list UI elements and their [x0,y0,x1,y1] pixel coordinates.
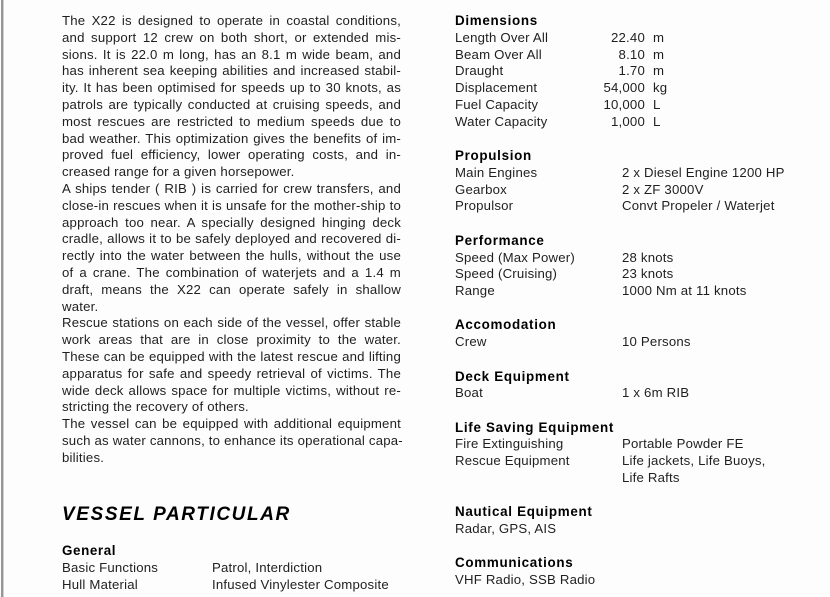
spec-label: Fuel Capacity [455,96,539,112]
spec-section [455,13,805,131]
section-title: Dimensions [455,13,538,28]
description-line: The vessel can be equipped with additional equipment [62,416,401,432]
vessel-particular-title: VESSEL PARTICULAR [62,503,291,525]
general-rows [62,559,401,594]
description-line: such as water cannons, to enhance its operational capa- [62,432,403,448]
description-line: cradle, allows it to be safely deployed and recovered di- [62,231,401,247]
spec-section [455,317,805,351]
section-title: Propulsion [455,148,532,164]
description-line: of a crane. The combination of waterjets and a 1.4 m [62,264,401,280]
description-line: patrols are typically conducted at cruising speeds, and [62,96,401,112]
spec-label: Main Engines [455,164,538,180]
spec-row [455,165,805,182]
description-line: close-in rescues when it is unsafe for the mother-ship to [62,197,401,213]
spec-label: Draught [455,63,504,79]
spec-row [455,114,805,131]
section-title: Communications [455,555,574,571]
section-title: Performance [455,232,545,248]
section-title: Accomodation [455,317,557,333]
spec-row [455,198,805,215]
description-line: has inherent sea keeping abilities and increased stabil- [62,63,401,79]
spec-label: Range [455,283,495,299]
spec-value: Portable Powder FE [622,436,744,452]
spec-value: Convt Propeler / Waterjet [622,198,775,214]
general-row [62,559,401,576]
description-line: These can be equipped with the latest rescue and lifting [62,348,401,364]
spec-label: Fire Extinguishing [455,436,564,452]
spec-section [455,233,805,300]
spec-row [455,334,805,351]
section-title: Deck Equipment [455,368,570,384]
description-line: A ships tender ( RIB ) is carried for crew transfers, and [62,180,401,196]
description-line: sions. It is 22.0 m long, has an 8.1 m wide beam, and [62,46,401,62]
description-line: proved fuel efficiency, lower operating costs, and in- [62,147,401,163]
spec-label: Displacement [455,80,538,96]
spec-value: 1 x 6m RIB [622,385,690,401]
spec-value: Patrol, Interdiction [212,559,323,575]
spec-row [455,80,805,97]
spec-value-number: 1,000 [610,113,645,129]
spec-label: Basic Functions [62,559,159,575]
description-line: bilities. [62,449,105,465]
spec-value-unit: L [653,96,661,112]
spec-label: Speed (Max Power) [455,249,575,265]
description-line: apparatus for safe and speedy retrieval of victims. The [62,365,401,381]
spec-value: 1000 Nm at 11 knots [622,283,747,299]
section-title: Nautical Equipment [455,504,593,520]
description-line: bad weather. This optimization gives the benefits of im- [62,130,401,146]
spec-value: 10 Persons [622,334,691,350]
spec-value-number: 10,000 [603,96,645,112]
spec-section [455,504,805,538]
spec-label: Hull Material [62,576,138,592]
spec-label: Boat [455,385,483,401]
spec-section [455,555,805,589]
spec-value-unit: m [653,63,665,79]
spec-value [622,453,805,487]
spec-value-unit: m [653,29,665,45]
section-title: Life Saving Equipment [455,419,615,435]
specifications-column [455,13,805,589]
spec-row [455,283,805,300]
spec-value-number: 8.10 [618,46,645,62]
spec-value: Infused Vinylester Composite [212,576,389,592]
spec-row [455,453,805,487]
spec-value-unit: m [653,46,665,62]
spec-value: 28 knots [622,249,674,265]
spec-row [455,182,805,199]
spec-value-line: Life Rafts [622,470,680,486]
general-section [62,542,401,594]
spec-value-number: 1.70 [618,63,645,79]
description-line: and support 12 crew on both short, or extended mis- [62,29,401,45]
spec-value-unit: L [653,113,661,129]
spec-value: 2 x ZF 3000V [622,181,704,197]
description-line: rectly into the water between the hulls, without the use [62,248,401,264]
description-line: water. [62,298,99,314]
spec-value-unit: kg [653,80,668,96]
description-line: creased range for a given horsepower. [62,164,295,180]
description-line: stricting the recovery of others. [62,399,249,415]
spec-row [455,30,805,47]
spec-label: Rescue Equipment [455,453,570,469]
spec-value-number: 54,000 [603,80,645,96]
spec-label: Crew [455,334,487,350]
spec-section [455,369,805,403]
spec-label: Speed (Cruising) [455,266,558,282]
description-line: most rescues are restricted to medium speeds due to [62,113,401,129]
spec-label: Gearbox [455,181,507,197]
spec-row [455,47,805,64]
description-line: Rescue stations on each side of the vessel, offer stable [62,315,401,331]
spec-row [455,97,805,114]
spec-section [455,420,805,487]
spec-row [455,266,805,283]
page-left-edge-highlight [3,0,4,597]
description-line: The X22 is designed to operate in coastal conditions, [62,13,401,28]
spec-label: Length Over All [455,29,549,45]
description-line: draft, means the X22 can operate safely in shallow [62,281,401,297]
description-line: ity. It has been optimised for speeds up to 30 knots, as [62,80,401,96]
spec-value: 23 knots [622,266,674,282]
spec-row [455,250,805,267]
description-line: work areas that are in close proximity to the water. [62,332,401,348]
spec-text: VHF Radio, SSB Radio [455,572,596,588]
spec-value: 2 x Diesel Engine 1200 HP [622,164,785,180]
spec-row [455,436,805,453]
spec-row [455,385,805,402]
spec-text: Radar, GPS, AIS [455,521,557,537]
description-line: approach too near. A specially designed hinging deck [62,214,401,230]
spec-label: Propulsor [455,198,514,214]
spec-row [455,63,805,80]
vessel-description [62,13,401,467]
description-line: wide deck allows space for multiple victims, without re- [62,382,401,398]
general-row [62,576,401,593]
spec-section [455,148,805,215]
spec-label: Water Capacity [455,113,548,129]
spec-label: Beam Over All [455,46,542,62]
spec-value-number: 22.40 [610,29,645,45]
spec-value-line: Life jackets, Life Buoys, [622,453,766,469]
general-section-title: General [62,542,117,558]
description-column [62,13,401,593]
